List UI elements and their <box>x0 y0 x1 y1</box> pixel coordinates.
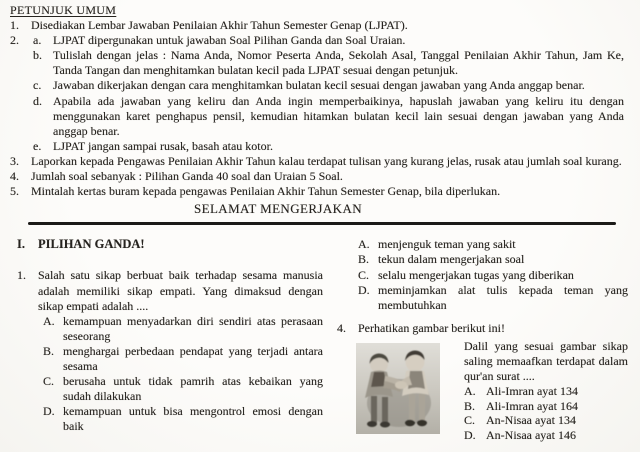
option-text: tekun dalam mengerjakan soal <box>378 252 525 267</box>
instruction-number: 2. <box>10 33 19 48</box>
option-text: selalu mengerjakan tugas yang diberikan <box>378 267 574 282</box>
section-number: I. <box>17 237 25 252</box>
option-a <box>43 314 323 344</box>
option-d <box>358 283 628 313</box>
question-4-text-block <box>464 339 628 443</box>
instruction-number: 1. <box>10 18 19 33</box>
instruction-subitem-a <box>31 33 624 48</box>
question-number: 4. <box>337 320 346 335</box>
option-letter: B. <box>464 398 476 413</box>
subitem-letter: c. <box>33 78 42 93</box>
option-a <box>358 237 628 252</box>
subitem-letter: a. <box>33 33 42 48</box>
question-number: 1. <box>17 268 26 283</box>
instruction-item-1 <box>10 18 624 33</box>
subitem-text: Jawaban dikerjakan dengan cara menghitamkan bulatan kecil sesuai dengan jawaban yang Anda anggap benar. <box>53 78 585 93</box>
section-heading <box>17 237 323 252</box>
right-column <box>327 237 640 443</box>
subitem-letter: d. <box>33 93 42 108</box>
option-text: kemampuan untuk bisa mengontrol emosi dengan baik <box>63 404 323 434</box>
question-body <box>38 268 323 434</box>
instruction-text: Mintalah kertas buram kepada pengawas Penilaian Akhir Tahun Semester Genap, bila diperlukan. <box>31 184 501 199</box>
questions-area <box>0 237 640 443</box>
option-a <box>464 384 628 399</box>
subitem-text: LJPAT jangan sampai rusak, basah atau kotor. <box>53 138 273 153</box>
section-title: PILIHAN GANDA! <box>38 237 145 252</box>
subitem-letter: b. <box>33 48 42 63</box>
option-d <box>464 428 628 443</box>
image-and-question-row <box>358 339 628 443</box>
instruction-subitems <box>31 33 624 154</box>
instruction-subitem-d <box>31 94 624 139</box>
option-text: Ali-Imran ayat 164 <box>486 398 578 413</box>
option-text: An-Nisaa ayat 134 <box>486 413 576 428</box>
option-text: meminjamkan alat tulis kepada teman yang membutuhkan <box>378 282 628 312</box>
instruction-subitem-c <box>31 78 624 93</box>
question-text: Dalil yang sesuai gambar sikap saling memaafkan terdapat dalam qur'an surat .... <box>464 338 628 383</box>
option-b <box>358 252 628 267</box>
instruction-item-5 <box>10 184 624 199</box>
option-letter: A. <box>358 237 370 252</box>
instruction-subitem-e <box>31 139 624 154</box>
option-letter: D. <box>464 428 476 443</box>
instruction-item-2 <box>10 33 624 154</box>
option-b <box>464 399 628 414</box>
instruction-number: 5. <box>10 184 19 199</box>
option-letter: A. <box>43 313 55 328</box>
option-d <box>43 404 323 434</box>
option-letter: C. <box>358 267 370 282</box>
instruction-number: 3. <box>10 153 19 168</box>
option-text: Ali-Imran ayat 134 <box>486 383 578 398</box>
option-letter: C. <box>464 413 476 428</box>
section-divider-rule <box>28 222 616 225</box>
option-letter: B. <box>358 252 370 267</box>
option-letter: B. <box>43 343 55 358</box>
option-c <box>464 413 628 428</box>
general-instructions-section <box>0 0 640 199</box>
good-luck-heading: SELAMAT MENGERJAKAN <box>193 201 363 217</box>
instruction-subitem-b <box>31 48 624 78</box>
option-text: menjenguk teman yang sakit <box>378 237 516 252</box>
option-letter: A. <box>464 383 476 398</box>
children-shaking-hands-illustration <box>356 343 440 434</box>
instruction-text: Laporkan kepada Pengawas Penilaian Akhir Tahun kalau terdapat tulisan yang kurang jelas, rusak atau jumlah soal kurang. <box>31 153 622 168</box>
instruction-item-4 <box>10 169 624 184</box>
option-letter: D. <box>43 404 55 419</box>
instruction-number: 4. <box>10 169 19 184</box>
option-text: kemampuan menyadarkan diri sendiri atas perasaan seseorang <box>63 313 323 343</box>
option-text: An-Nisaa ayat 146 <box>486 428 576 443</box>
instruction-item-3 <box>10 154 624 169</box>
subitem-letter: e. <box>33 138 42 153</box>
carryover-options-block <box>358 237 628 312</box>
subitem-text: Tulislah dengan jelas : Nama Anda, Nomor Peserta Anda, Sekolah Asal, Tanggal Penilaian Akhir Tahun, Jam Ke, Tanda Tangan dan menghitamkan bulatan kecil pada LJPAT sesuai dengan petunjuk. <box>53 48 624 78</box>
left-column <box>0 237 327 443</box>
option-b <box>43 344 323 374</box>
option-c <box>358 268 628 283</box>
subitem-text: Apabila ada jawaban yang keliru dan Anda ingin memperbaikinya, hapuslah jawaban yang keliru itu dengan menggunakan karet penghapus pensil, kemudian hitamkan bulatan kecil lain sesuai dengan jawaban yang Anda anggap benar. <box>53 93 624 138</box>
option-letter: C. <box>43 374 55 389</box>
question-text: Salah satu sikap berbuat baik terhadap sesama manusia adalah memiliki sikap empati. Yang dimaksud dengan sikap empati adalah .... <box>38 268 323 313</box>
option-letter: D. <box>358 282 370 297</box>
option-c <box>43 374 323 404</box>
question-body <box>358 321 628 443</box>
option-text: menghargai perbedaan pendapat yang terjadi antara sesama <box>63 343 323 373</box>
subitem-text: LJPAT dipergunakan untuk jawaban Soal Pilihan Ganda dan Soal Uraian. <box>53 33 406 48</box>
option-text: berusaha untuk tidak pamrih atas kebaikan yang sudah dilakukan <box>63 374 323 404</box>
instruction-text: Disediakan Lembar Jawaban Penilaian Akhir Tahun Semester Genap (LJPAT). <box>31 18 408 33</box>
instructions-heading: PETUNJUK UMUM <box>10 3 117 17</box>
question-prompt: Perhatikan gambar berikut ini! <box>358 320 505 335</box>
instruction-text: Jumlah soal sebanyak : Pilihan Ganda 40 soal dan Uraian 5 Soal. <box>31 169 343 184</box>
question-4 <box>337 321 628 443</box>
question-1 <box>17 268 323 434</box>
